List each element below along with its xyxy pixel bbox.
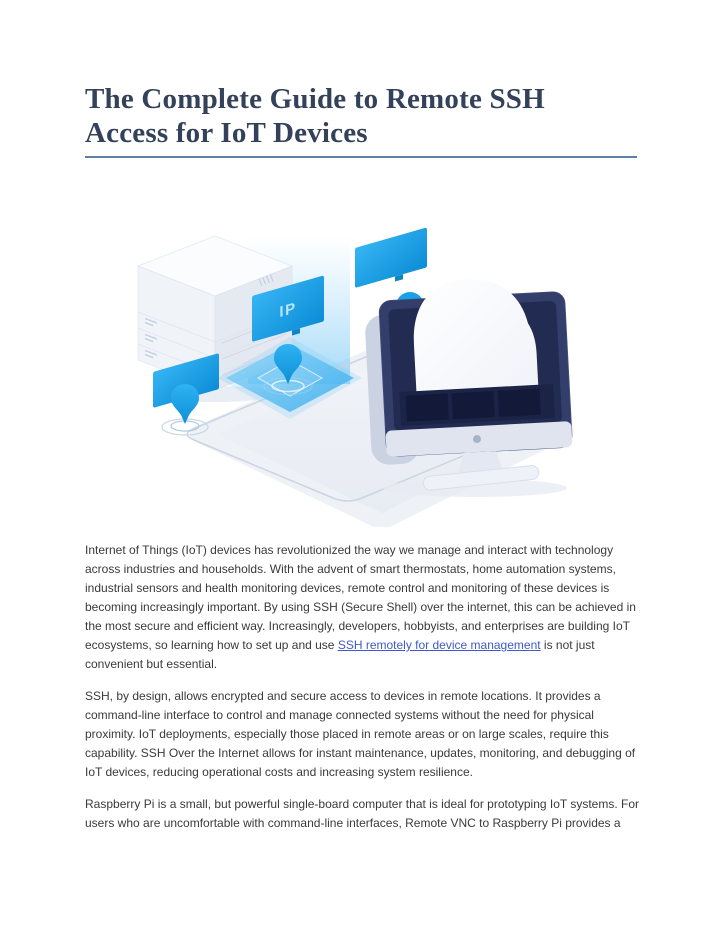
article-body xyxy=(85,541,642,846)
paragraph-text: is not just convenient but essential. xyxy=(85,638,595,671)
cloud-shape xyxy=(411,276,539,391)
iot-illustration-svg xyxy=(100,192,620,527)
desktop-monitor xyxy=(363,274,575,493)
ssh-remote-link[interactable]: SSH remotely for device management xyxy=(337,638,541,652)
paragraph-text: Internet of Things (IoT) devices has revolutionized the way we manage and interact with technology across industries and households. With the advent of smart thermostats, home automation systems, industrial sensors and health monitoring devices, remote control and monitoring of these devices is becoming increasingly important. By using SSH (Secure Shell) over the internet, this can be achieved in the most secure and efficient way. Increasingly, developers, hobbyists, and enterprises are building IoT ecosystems, so learning how to set up and use xyxy=(85,543,636,652)
paragraph-ssh: SSH, by design, allows encrypted and secure access to devices in remote locations. It provides a command-line interface to control and manage connected systems without the need for physical proximity. IoT deployments, especially those placed in remote areas or on large scales, require this capability. SSH Over the Internet allows for instant maintenance, updates, monitoring, and debugging of IoT devices, reducing operational costs and increasing system resilience. xyxy=(85,689,636,779)
paragraph-intro xyxy=(85,541,642,674)
iot-illustration xyxy=(100,192,620,527)
paragraph-raspberry-pi: Raspberry Pi is a small, but powerful single-board computer that is ideal for prototyping IoT systems. For users who are uncomfortable with command-line interfaces, Remote VNC to Raspberry Pi provides a xyxy=(85,797,640,830)
ip-label: IP xyxy=(279,299,297,322)
title-divider xyxy=(85,156,637,158)
screen-panel-right xyxy=(355,227,427,293)
page-title: The Complete Guide to Remote SSH Access for IoT Devices xyxy=(85,83,545,149)
